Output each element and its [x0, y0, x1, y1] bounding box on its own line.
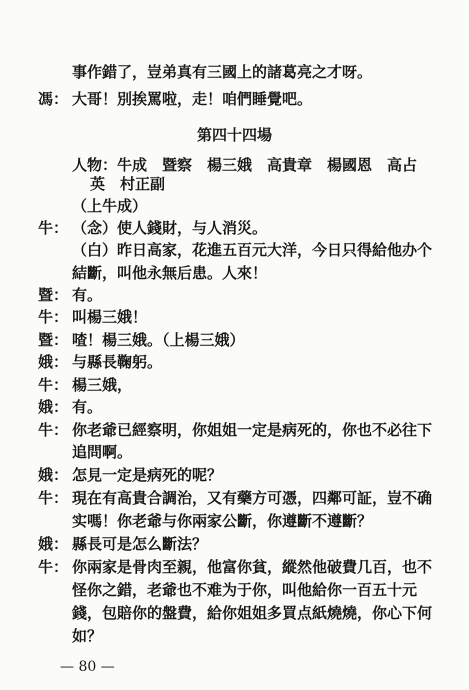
line-text: 結斷，叫他永無后患。人來！: [72, 264, 268, 282]
speaker-label: 暨：: [38, 286, 69, 304]
line-text: 事作錯了，豈弟真有三國上的諸葛亮之才呀。: [72, 63, 373, 81]
line-text: 楊三娥，: [72, 376, 133, 394]
line-text: 如？: [72, 627, 103, 645]
line-text: 你老爺已經察明，你姐姐一定是病死的，你也不必往下: [72, 421, 433, 439]
speaker-label: 娥：: [38, 398, 69, 416]
line-text: 你兩家是骨肉至親，他富你貧，縱然他破費几百，也不: [72, 558, 433, 576]
speaker-label: 暨：: [38, 331, 69, 349]
line-text: 現在有高貴合調治，又有藥方可憑，四鄰可証，豈不确: [72, 489, 433, 507]
line-text: 叫楊三娥！: [72, 308, 148, 326]
line-text: 有。: [72, 286, 103, 304]
line-text: 錢，包賠你的盤費，給你姐姐多買点紙燒燒，你心下何: [72, 604, 433, 622]
speaker-label: 娥：: [38, 353, 69, 371]
line-text: 与縣長鞠躬。: [72, 353, 163, 371]
speaker-label: 牛：: [38, 489, 69, 507]
line-text: （白）昨日高家，花進五百元大洋，今日只得給他办个: [72, 241, 433, 259]
speaker-label: 娥：: [38, 535, 69, 553]
speaker-label: 牛：: [38, 558, 69, 576]
line-text: 喳！楊三娥。（上楊三娥）: [72, 331, 245, 349]
speaker-label: 娥：: [38, 466, 69, 484]
line-text: 大哥！別挨罵啦，走！咱們睡覺吧。: [72, 90, 313, 108]
page-number: — 80 —: [60, 659, 115, 675]
line-text: （念）使人錢財，与人消災。: [72, 219, 268, 237]
line-text: 英 村正副: [90, 175, 166, 193]
line-text: 怪你之錯，老爺也不难为于你，叫他給你一百五十元: [72, 581, 418, 599]
line-text: 有。: [72, 398, 103, 416]
line-text: 追問啊。: [72, 443, 133, 461]
scene-title: 第四十四場: [196, 126, 272, 144]
speaker-label: 牛：: [38, 219, 69, 237]
line-text: 怎見一定是病死的呢？: [72, 466, 223, 484]
line-text: 实嗎！你老爺与你兩家公斷，你遵斷不遵斷？: [72, 512, 373, 530]
speaker-label: 馮：: [38, 90, 69, 108]
line-text: 人物：牛成 暨察 楊三娥 高貴章 楊國恩 高占: [72, 156, 418, 174]
speaker-label: 牛：: [38, 421, 69, 439]
speaker-label: 牛：: [38, 308, 69, 326]
line-text: （上牛成）: [72, 197, 148, 215]
speaker-label: 牛：: [38, 376, 69, 394]
line-text: 縣長可是怎么斷法？: [72, 535, 208, 553]
